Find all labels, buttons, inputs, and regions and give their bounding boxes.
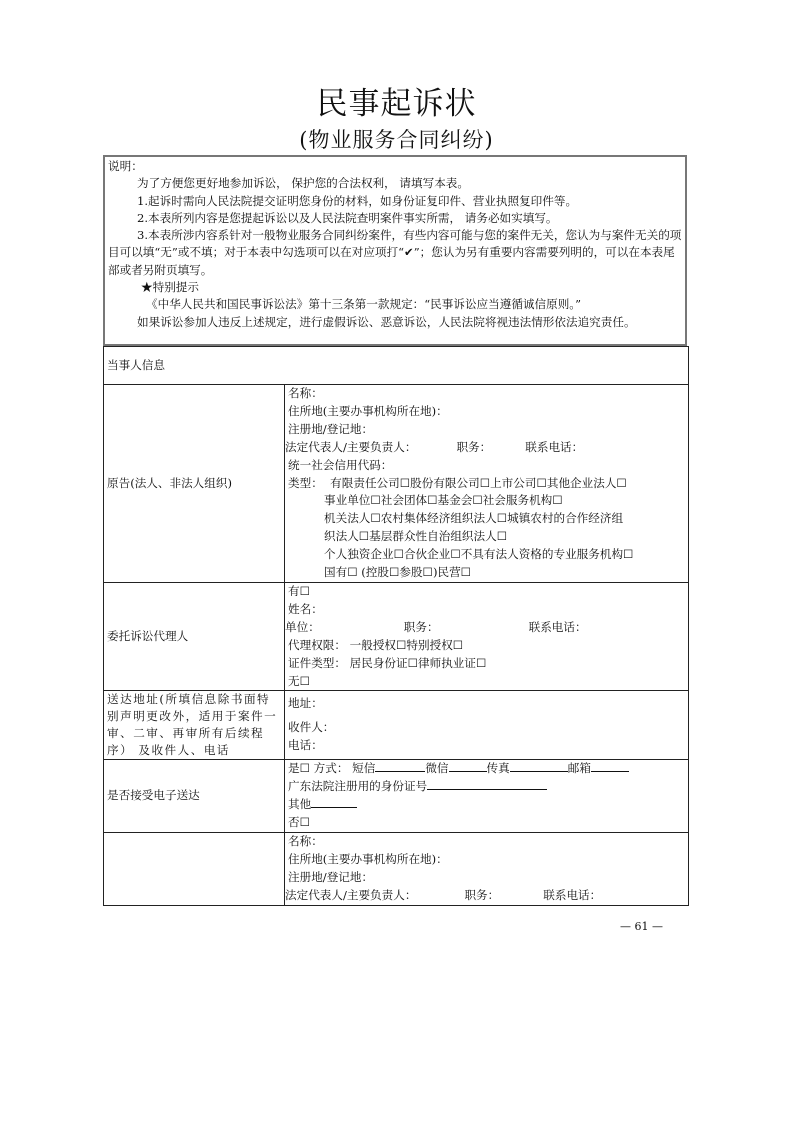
delivery-fields xyxy=(285,691,689,760)
plaintiff-legal-rep-field[interactable]: 法定代表人/主要负责人： xyxy=(285,439,417,454)
delivery-label: 送达地址(所填信息除书面特别声明更改外，适用于案件一审、二审、再审所有后续程序） 及收件人、电话 xyxy=(104,691,285,760)
plaintiff-name-field[interactable]: 名称： xyxy=(288,386,323,400)
plaintiff-row xyxy=(104,385,689,583)
special-notice-title: ★特别提示 xyxy=(141,280,199,295)
agent-label: 委托诉讼代理人 xyxy=(104,582,285,690)
agent-authority-options[interactable]: 代理权限： 一般授权☐特别授权☐ xyxy=(288,637,464,652)
electronic-yes-checkbox[interactable]: 是☐ 方式： 短信 xyxy=(288,761,376,776)
plaintiff-type-options-2[interactable]: 事业单位☐社会团体☐基金会☐社会服务机构☐ xyxy=(324,493,563,508)
document-subtitle: (物业服务合同纠纷) xyxy=(299,128,494,152)
delivery-address-field[interactable]: 地址： xyxy=(288,696,323,711)
instruction-item-1: 1.起诉时需向人民法院提交证明您身份的材料，如身份证复印件、营业执照复印件等。 xyxy=(137,193,578,208)
next-party-fields xyxy=(285,833,689,906)
plaintiff-type-options-6[interactable]: 国有☐ (控股☐参股☐)民营☐ xyxy=(324,565,472,580)
instruction-item-3: 3.本表所涉内容系针对一般物业服务合同纠纷案件，有些内容可能与您的案件无关，您认为与案件无关的项目可以填“无”或不填；对于本表中勾选项可以在对应项打“✔”；您认为另有重要内容需要列明的，可以在本表尾部或者另附页填写。 xyxy=(108,228,682,277)
agent-name-field[interactable]: 姓名： xyxy=(288,601,323,616)
fax-blank[interactable] xyxy=(510,760,568,772)
agent-fields xyxy=(285,582,689,690)
instruction-item-2: 2.本表所列内容是您提起诉讼以及人民法院查明案件事实所需， 请务必如实填写。 xyxy=(137,210,558,225)
wechat-label: 微信 xyxy=(425,761,449,776)
id-number-label: 广东法院注册用的身份证号 xyxy=(288,779,428,794)
agent-position-field[interactable]: 职务： xyxy=(403,619,439,634)
warning-text: 如果诉讼参加人违反上述规定，进行虚假诉讼、恶意诉讼，人民法院将视违法情形依法追究责任。 xyxy=(137,314,636,329)
agent-unit-field[interactable]: 单位： xyxy=(285,619,320,634)
next-party-registered-field[interactable]: 注册地/登记地： xyxy=(288,869,374,884)
plaintiff-registered-field[interactable]: 注册地/登记地： xyxy=(288,421,374,436)
agent-yes-checkbox[interactable]: 有☐ xyxy=(288,583,310,598)
email-blank[interactable] xyxy=(591,760,629,772)
plaintiff-fields xyxy=(285,385,689,583)
plaintiff-type-options-4[interactable]: 织法人☐基层群众性自治组织法人☐ xyxy=(324,529,508,544)
fax-label: 传真 xyxy=(486,761,510,776)
plaintiff-label: 原告(法人、非法人组织) xyxy=(104,385,285,583)
email-label: 邮箱 xyxy=(567,761,591,776)
plaintiff-phone-field[interactable]: 联系电话： xyxy=(525,439,584,454)
electronic-delivery-row xyxy=(104,760,689,833)
wechat-blank[interactable] xyxy=(449,760,487,772)
delivery-phone-field[interactable]: 电话： xyxy=(288,738,323,753)
page-number: — 61 — xyxy=(620,920,663,933)
next-party-legal-rep-field[interactable]: 法定代表人/主要负责人： xyxy=(285,887,417,902)
sms-blank[interactable] xyxy=(375,760,425,772)
other-blank[interactable] xyxy=(311,796,357,808)
other-label: 其他 xyxy=(288,797,312,812)
agent-no-checkbox[interactable]: 无☐ xyxy=(288,673,310,688)
plaintiff-credit-code-field[interactable]: 统一社会信用代码： xyxy=(288,457,393,472)
next-party-row xyxy=(104,833,689,906)
plaintiff-position-field[interactable]: 职务： xyxy=(456,439,492,454)
plaintiff-type-options-3[interactable]: 机关法人☐农村集体经济组织法人☐城镇农村的合作经济组 xyxy=(324,511,624,526)
party-info-table xyxy=(103,346,689,906)
law-quote: 《中华人民共和国民事诉讼法》第十三条第一款规定：“民事诉讼应当遵循诚信原则。” xyxy=(146,297,582,312)
next-party-position-field[interactable]: 职务： xyxy=(464,887,500,902)
delivery-row xyxy=(104,691,689,760)
delivery-recipient-field[interactable]: 收件人： xyxy=(288,720,335,735)
next-party-residence-field[interactable]: 住所地(主要办事机构所在地)： xyxy=(288,851,448,866)
next-party-phone-field[interactable]: 联系电话： xyxy=(543,887,602,902)
instructions-intro: 为了方便您更好地参加诉讼， 保护您的合法权利， 请填写本表。 xyxy=(137,176,469,191)
instructions-box xyxy=(103,155,687,346)
instructions-heading: 说明： xyxy=(108,159,143,173)
id-number-blank[interactable] xyxy=(427,778,547,790)
electronic-delivery-fields xyxy=(285,760,689,833)
next-party-name-field[interactable]: 名称： xyxy=(288,834,323,849)
agent-phone-field[interactable]: 联系电话： xyxy=(528,619,587,634)
next-party-label xyxy=(104,833,285,906)
agent-id-type-options[interactable]: 证件类型： 居民身份证☐律师执业证☐ xyxy=(288,655,487,670)
plaintiff-type-options-1[interactable]: 有限责任公司☐股份有限公司☐上市公司☐其他企业法人☐ xyxy=(330,475,627,490)
party-info-header: 当事人信息 xyxy=(104,347,689,385)
electronic-no-checkbox[interactable]: 否☐ xyxy=(288,815,310,830)
document-title: 民事起诉状 xyxy=(316,86,477,122)
plaintiff-type-options-5[interactable]: 个人独资企业☐合伙企业☐不具有法人资格的专业服务机构☐ xyxy=(324,547,634,562)
electronic-delivery-label: 是否接受电子送达 xyxy=(104,760,285,833)
plaintiff-residence-field[interactable]: 住所地(主要办事机构所在地)： xyxy=(288,403,448,418)
agent-row xyxy=(104,582,689,690)
plaintiff-type-label: 类型： xyxy=(288,475,323,490)
